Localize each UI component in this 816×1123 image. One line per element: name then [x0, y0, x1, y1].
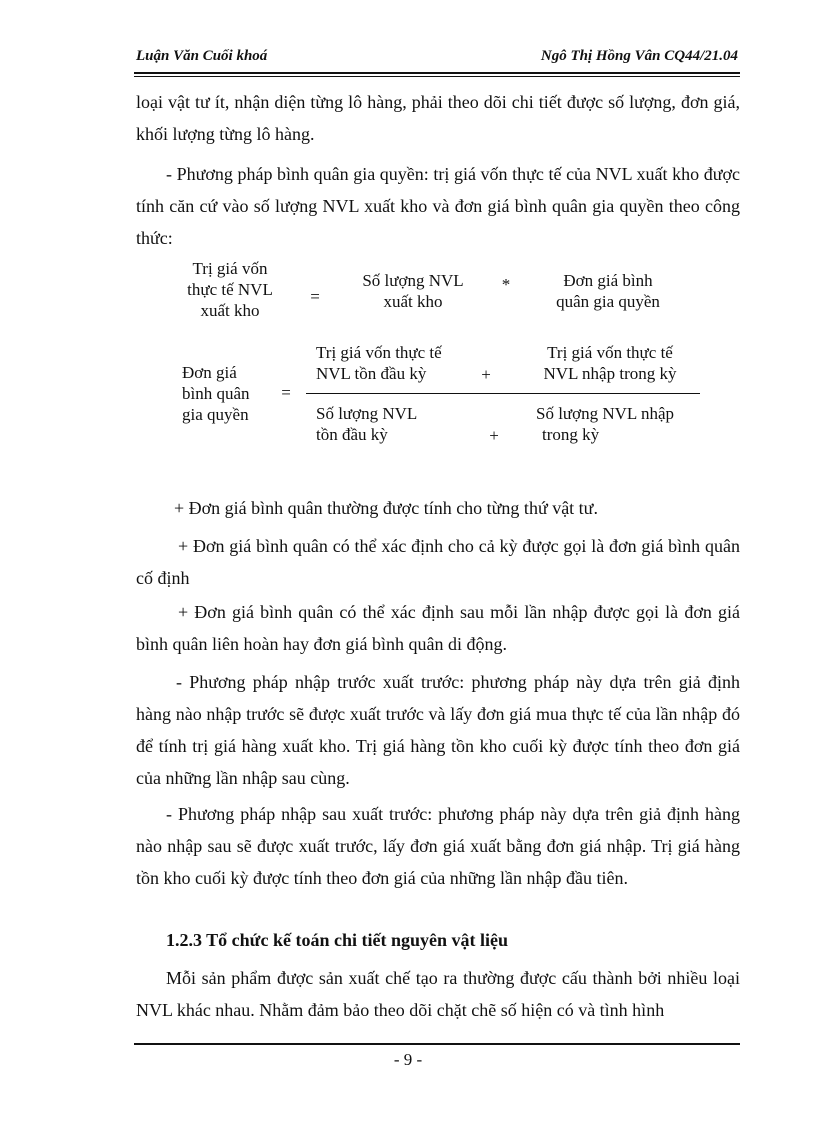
paragraph-lifo: - Phương pháp nhập sau xuất trước: phương pháp này dựa trên giả định hàng nào nhập sau sẽ được xuất trước, lấy đơn giá xuất bằng đơn giá nhập. Trị giá hàng tồn kho cuối kỳ được tính theo đơn giá của những lần nhập đầu tiên. [136, 804, 740, 888]
formula1-term2-line: Đơn giá bình [563, 271, 653, 290]
formula2-den2-line: trong kỳ [542, 425, 600, 444]
formula2-lhs-line: Đơn giá [182, 363, 237, 382]
bullet-per-material: + Đơn giá bình quân thường được tính cho từng thứ vật tư. [174, 498, 598, 518]
page-number: - 9 - [393, 1050, 423, 1069]
formula2-numerator-term2 [530, 342, 690, 384]
formula2-num1-line: NVL tồn đầu kỳ [316, 364, 427, 383]
header-rule [134, 72, 740, 74]
formula2-den2-line: Số lượng NVL nhập [536, 404, 674, 423]
formula1-term2-line: quân gia quyền [556, 292, 660, 311]
formula1-term1-line: Số lượng NVL [362, 271, 464, 290]
paragraph-fifo: - Phương pháp nhập trước xuất trước: phương pháp này dựa trên giả định hàng nào nhập trước sẽ được xuất trước và lấy đơn giá mua thực tế của lần nhập đó để tính trị giá hàng xuất kho. Trị giá hàng tồn kho cuối kỳ được tính theo đơn giá của những lần nhập sau cùng. [136, 672, 740, 788]
formula1-multiply: * [501, 275, 511, 294]
paragraph-weighted-average: - Phương pháp bình quân gia quyền: trị giá vốn thực tế của NVL xuất kho được tính căn cứ vào số lượng NVL xuất kho và đơn giá bình quân gia quyền theo công thức: [136, 164, 740, 248]
formula2-den1-line: tồn đầu kỳ [316, 425, 388, 444]
formula2-denominator-term2 [536, 403, 706, 445]
formula2-equals: = [281, 383, 291, 402]
running-header-right: Ngô Thị Hồng Vân CQ44/21.04 [540, 48, 738, 64]
paragraph-continuation: loại vật tư ít, nhận diện từng lô hàng, phải theo dõi chi tiết được số lượng, đơn giá, khối lượng từng lô hàng. [136, 92, 740, 144]
formula1-equals: = [310, 287, 320, 306]
formula1-lhs-line: xuất kho [200, 301, 260, 320]
bullet-moving-average: + Đơn giá bình quân có thể xác định sau mỗi lần nhập được gọi là đơn giá bình quân liên hoàn hay đơn giá bình quân di động. [136, 602, 740, 654]
formula2-numerator-term1 [316, 342, 466, 384]
formula-weighted-unit-price [150, 340, 710, 450]
formula2-lhs-line: bình quân [182, 384, 250, 403]
formula1-lhs-line: Trị giá vốn [192, 259, 268, 278]
bullet-fixed-average: + Đơn giá bình quân có thể xác định cho cả kỳ được gọi là đơn giá bình quân cố định [136, 536, 740, 588]
formula-issue-value [150, 256, 710, 326]
formula1-lhs-line: thực tế NVL [187, 280, 273, 299]
formula2-den1-line: Số lượng NVL [316, 404, 418, 423]
formula2-num2-line: Trị giá vốn thực tế [547, 343, 673, 362]
paragraph-section-body: Mỗi sản phẩm được sản xuất chế tạo ra thường được cấu thành bởi nhiều loại NVL khác nhau. Nhằm đảm bảo theo dõi chặt chẽ số hiện có và tình hình [136, 968, 740, 1020]
formula2-lhs [182, 362, 282, 425]
running-header-left: Luận Văn Cuối khoá [136, 48, 268, 64]
formula2-numerator-plus: + [481, 365, 491, 384]
formula1-term1 [338, 270, 488, 312]
fraction-bar [306, 393, 700, 394]
formula1-lhs [170, 258, 290, 321]
header-rule-thin [134, 76, 740, 77]
formula1-term1-line: xuất kho [383, 292, 443, 311]
formula2-denominator-term1 [316, 403, 466, 445]
formula2-num2-line: NVL nhập trong kỳ [543, 364, 677, 383]
section-heading: 1.2.3 Tổ chức kế toán chi tiết nguyên vật liệu [166, 930, 508, 950]
formula2-num1-line: Trị giá vốn thực tế [316, 343, 442, 362]
formula2-lhs-line: gia quyền [182, 405, 249, 424]
formula1-term2 [528, 270, 688, 312]
footer-rule [134, 1043, 740, 1045]
formula2-denominator-plus: + [489, 426, 499, 445]
